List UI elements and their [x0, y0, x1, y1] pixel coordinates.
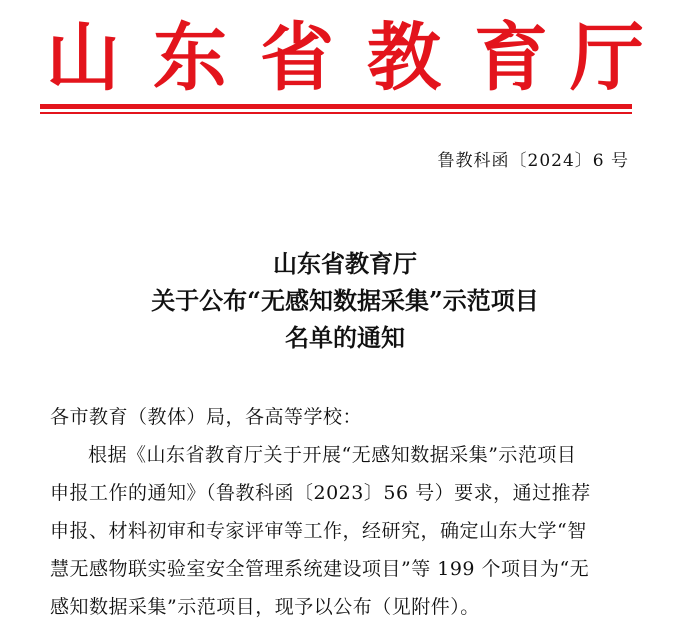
- title-line-3: 名单的通知: [285, 323, 405, 352]
- body-line: 申报工作的通知》（鲁教科函〔2023〕56 号）要求，通过推荐: [50, 482, 591, 504]
- title-line-1: 山东省教育厅: [273, 249, 417, 278]
- letterhead-divider-thin: [40, 112, 632, 114]
- letterhead-char: 育: [474, 15, 548, 101]
- letterhead-char: 山: [46, 15, 120, 101]
- document-number: 鲁教科函〔2024〕6 号: [437, 151, 629, 171]
- body-line: 根据《山东省教育厅关于开展“无感知数据采集”示范项目: [88, 444, 577, 466]
- letterhead: [0, 15, 690, 101]
- letterhead-char: 教: [367, 15, 441, 101]
- letterhead-divider-thick: [40, 104, 632, 109]
- body-line: 感知数据采集”示范项目，现予以公布（见附件）。: [50, 596, 480, 618]
- letterhead-char: 厅: [570, 15, 644, 101]
- letterhead-char: 省: [260, 15, 334, 101]
- body-line: 申报、材料初审和专家评审等工作，经研究，确定山东大学“智: [50, 520, 587, 542]
- body-line: 慧无感物联实验室安全管理系统建设项目”等 199 个项目为“无: [50, 558, 590, 580]
- salutation: 各市教育（教体）局，各高等学校：: [50, 406, 363, 428]
- letterhead-char: 东: [153, 15, 227, 101]
- title-line-2: 关于公布“无感知数据采集”示范项目: [151, 286, 539, 315]
